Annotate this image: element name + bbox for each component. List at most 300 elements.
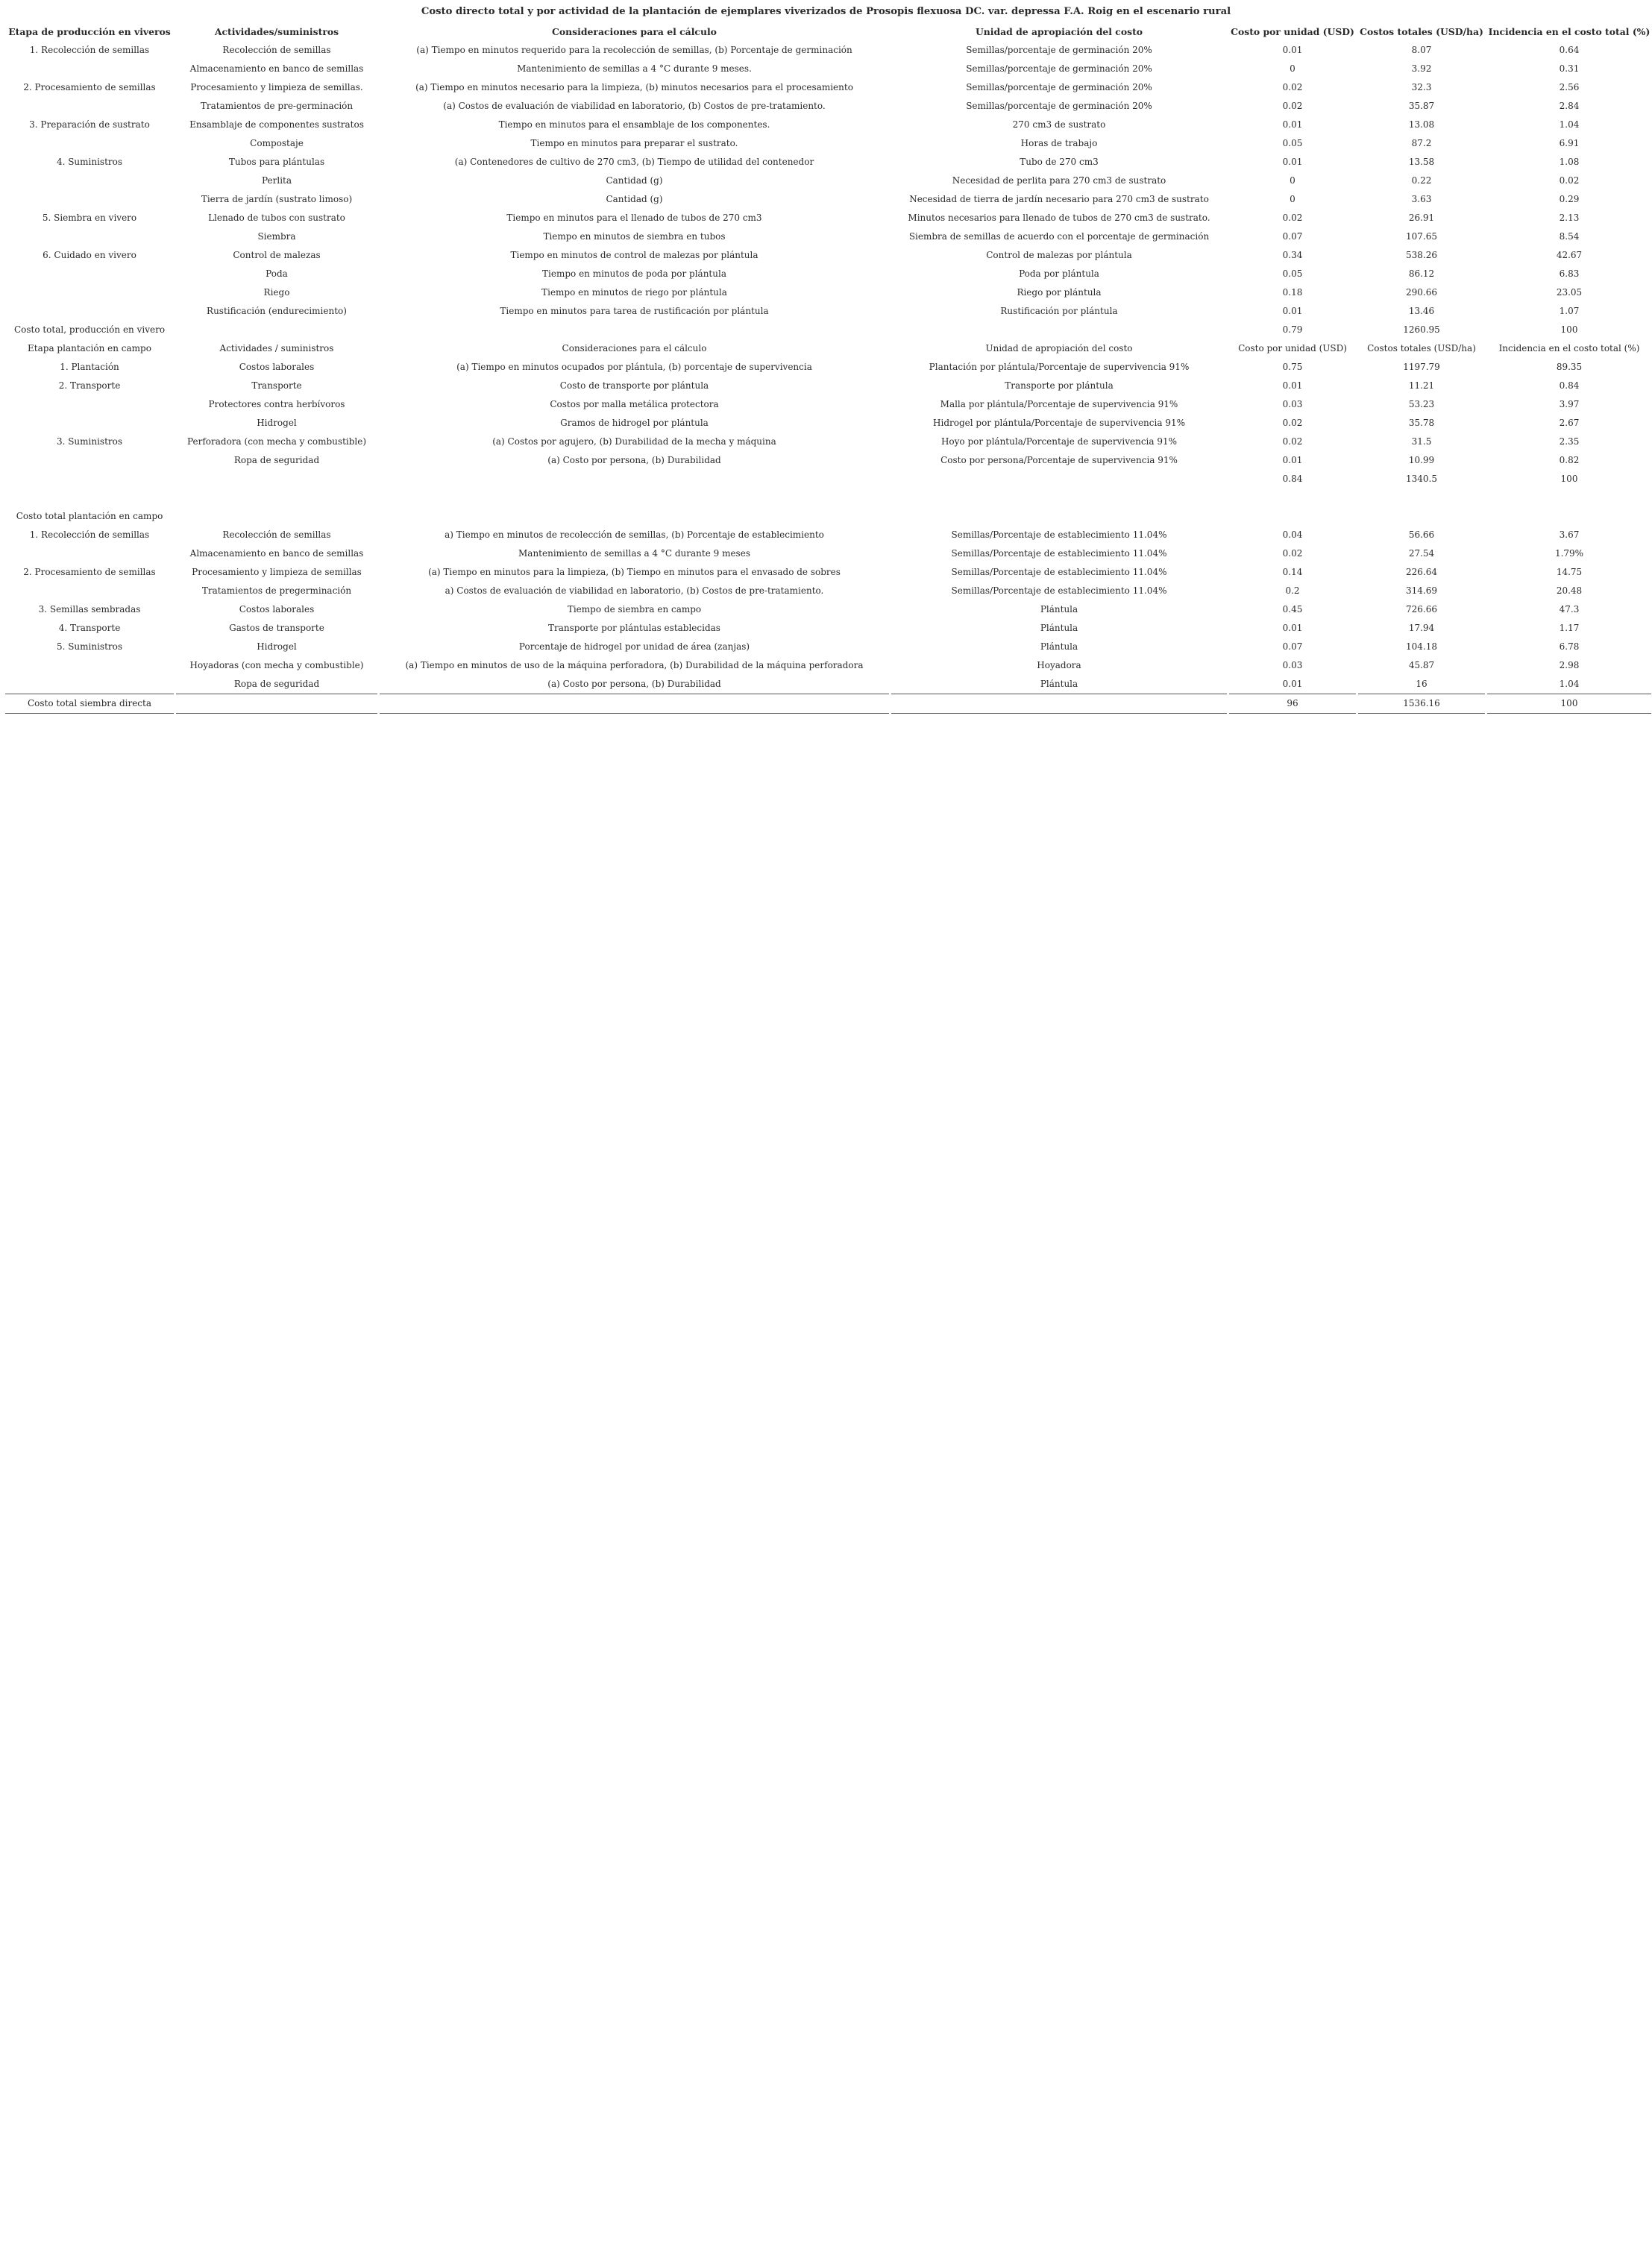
table-cell: 538.26 xyxy=(1406,250,1437,260)
table-cell: 1.08 xyxy=(1559,157,1580,167)
table-cell: 87.2 xyxy=(1411,138,1432,148)
table-cell: 1. Recolección de semillas xyxy=(29,529,150,540)
table-cell: Recolección de semillas xyxy=(222,45,331,55)
table-cell: 4. Suministros xyxy=(56,157,123,167)
table-cell: 226.64 xyxy=(1406,567,1437,577)
table-cell xyxy=(891,470,1227,488)
table-cell: 0.07 xyxy=(1282,641,1303,652)
table-cell: Control de malezas xyxy=(233,250,321,260)
table-cell xyxy=(891,488,1227,507)
table-cell: (a) Costos de evaluación de viabilidad en laboratorio, (b) Costos de pre-tratamiento. xyxy=(443,101,826,111)
table-cell: Costos totales (USD/ha) xyxy=(1367,343,1476,353)
table-cell: 107.65 xyxy=(1406,231,1437,242)
table-cell xyxy=(891,694,1227,714)
table-cell: Incidencia en el costo total (%) xyxy=(1498,343,1640,353)
table-row xyxy=(5,488,1651,507)
table-row xyxy=(5,190,1651,209)
table-row xyxy=(5,339,1651,358)
table-cell: 6.83 xyxy=(1559,268,1580,279)
table-cell: 32.3 xyxy=(1411,82,1432,92)
table-cell: 35.87 xyxy=(1408,101,1435,111)
table-cell: Consideraciones para el cálculo xyxy=(562,343,707,353)
table-cell: a) Costos de evaluación de viabilidad en laboratorio, (b) Costos de pre-tratamiento. xyxy=(445,585,824,596)
table-cell: 1. Plantación xyxy=(60,362,119,372)
table-row xyxy=(5,134,1651,153)
table-cell: 3. Preparación de sustrato xyxy=(29,119,150,130)
table-cell: 3. Suministros xyxy=(56,436,123,447)
table-row xyxy=(5,265,1651,283)
table-cell: 56.66 xyxy=(1408,529,1435,540)
table-cell xyxy=(1358,488,1485,507)
table-cell: 100 xyxy=(1560,474,1578,484)
table-row xyxy=(5,619,1651,638)
table-cell: Transporte por plántula xyxy=(1005,380,1114,391)
table-cell: 2.98 xyxy=(1559,660,1580,670)
table-cell: 0.01 xyxy=(1282,306,1303,316)
table-row xyxy=(5,600,1651,619)
table-cell xyxy=(380,507,889,526)
table-cell: Tierra de jardín (sustrato limoso) xyxy=(201,194,353,204)
table-cell xyxy=(5,190,174,209)
header-cell: Consideraciones para el cálculo xyxy=(552,26,717,37)
table-cell: Semillas/porcentaje de germinación 20% xyxy=(966,45,1152,55)
table-cell: 104.18 xyxy=(1406,641,1437,652)
table-cell: 4. Transporte xyxy=(58,623,121,633)
table-header xyxy=(5,22,1651,41)
table-row xyxy=(5,78,1651,97)
table-cell xyxy=(176,694,377,714)
table-cell: 100 xyxy=(1487,694,1651,714)
table-cell xyxy=(5,488,174,507)
table-cell: 0.01 xyxy=(1282,157,1303,167)
table-cell: Gastos de transporte xyxy=(229,623,324,633)
table-row xyxy=(5,414,1651,433)
table-cell xyxy=(5,134,174,153)
table-cell: 42.67 xyxy=(1556,250,1583,260)
table-cell xyxy=(5,544,174,563)
table-cell: 20.48 xyxy=(1556,585,1583,596)
table-cell: Tiempo en minutos para tarea de rustificación por plántula xyxy=(500,306,769,316)
table-cell xyxy=(176,507,377,526)
table-cell: Plántula xyxy=(1040,604,1078,615)
header-cell: Actividades/suministros xyxy=(214,26,339,37)
table-cell: Tubo de 270 cm3 xyxy=(1020,157,1099,167)
table-cell: 270 cm3 de sustrato xyxy=(1012,119,1106,130)
table-cell: Perforadora (con mecha y combustible) xyxy=(186,436,367,447)
table-cell: Plantación por plántula/Porcentaje de supervivencia 91% xyxy=(929,362,1190,372)
table-row xyxy=(5,656,1651,675)
table-cell xyxy=(5,97,174,116)
table-row xyxy=(5,302,1651,321)
table-cell: 2.56 xyxy=(1559,82,1580,92)
table-cell: 2. Procesamiento de semillas xyxy=(23,82,156,92)
table-row xyxy=(5,209,1651,227)
table-cell: Minutos necesarios para llenado de tubos de 270 cm3 de sustrato. xyxy=(908,213,1210,223)
table-cell: 0.01 xyxy=(1282,119,1303,130)
table-cell: Tratamientos de pregerminación xyxy=(201,585,352,596)
table-cell: Poda por plántula xyxy=(1019,268,1099,279)
table-cell: 0.18 xyxy=(1282,287,1303,298)
table-cell: Costo por unidad (USD) xyxy=(1238,343,1347,353)
table-cell: (a) Contenedores de cultivo de 270 cm3, (b) Tiempo de utilidad del contenedor xyxy=(454,157,814,167)
table-cell: (a) Costo por persona, (b) Durabilidad xyxy=(547,455,721,465)
table-cell: 1.04 xyxy=(1559,119,1580,130)
table-cell: Hidrogel xyxy=(257,641,297,652)
table-cell: (a) Costos por agujero, (b) Durabilidad de la mecha y máquina xyxy=(492,436,776,447)
table-row xyxy=(5,675,1651,694)
table-cell: 35.78 xyxy=(1408,418,1435,428)
table-cell: (a) Tiempo en minutos ocupados por plántula, (b) porcentaje de supervivencia xyxy=(456,362,812,372)
table-cell xyxy=(5,302,174,321)
table-cell: Rustificación por plántula xyxy=(1000,306,1118,316)
table-cell: Tiempo en minutos para el llenado de tubos de 270 cm3 xyxy=(506,213,762,223)
table-cell: Plántula xyxy=(1040,679,1078,689)
table-cell: Ropa de seguridad xyxy=(233,455,320,465)
table-cell: 0.2 xyxy=(1285,585,1300,596)
table-cell: 1.04 xyxy=(1559,679,1580,689)
table-cell: Hidrogel xyxy=(257,418,297,428)
table-cell: Riego xyxy=(263,287,290,298)
table-row xyxy=(5,153,1651,172)
table-cell: 0.03 xyxy=(1282,399,1303,409)
table-cell: Transporte por plántulas establecidas xyxy=(548,623,720,633)
table-cell: Costo total siembra directa xyxy=(5,694,174,714)
table-cell: Costos laborales xyxy=(239,362,315,372)
table-cell: 13.58 xyxy=(1408,157,1435,167)
table-row xyxy=(5,582,1651,600)
table-cell: Semillas/porcentaje de germinación 20% xyxy=(966,82,1152,92)
table-cell: 1260.95 xyxy=(1403,324,1440,335)
table-cell: 13.08 xyxy=(1408,119,1435,130)
table-cell: 53.23 xyxy=(1408,399,1435,409)
table-cell: 314.69 xyxy=(1406,585,1437,596)
table-cell: 0.01 xyxy=(1282,623,1303,633)
table-cell xyxy=(380,470,889,488)
table-cell: Mantenimiento de semillas a 4 °C durante 9 meses. xyxy=(517,63,752,74)
table-cell xyxy=(1229,488,1356,507)
table-cell: 1.07 xyxy=(1559,306,1580,316)
table-cell: Tiempo en minutos de siembra en tubos xyxy=(543,231,726,242)
table-cell: 8.54 xyxy=(1559,231,1580,242)
table-cell xyxy=(176,488,377,507)
table-cell: 0.84 xyxy=(1559,380,1580,391)
table-cell: Actividades / suministros xyxy=(219,343,334,353)
table-cell: 0 xyxy=(1290,175,1295,186)
table-cell: Horas de trabajo xyxy=(1020,138,1098,148)
table-cell: Costo de transporte por plántula xyxy=(559,380,709,391)
table-cell: 0.05 xyxy=(1282,268,1303,279)
table-cell: 0.14 xyxy=(1282,567,1303,577)
table-cell: Cantidad (g) xyxy=(606,175,663,186)
table-cell: (a) Costo por persona, (b) Durabilidad xyxy=(547,679,721,689)
table-row xyxy=(5,321,1651,339)
table-cell: 290.66 xyxy=(1406,287,1437,298)
table-cell: Tiempo en minutos para preparar el sustrato. xyxy=(530,138,738,148)
table-cell: 3.97 xyxy=(1559,399,1580,409)
header-cell: Costos totales (USD/ha) xyxy=(1360,26,1483,37)
table-cell: Compostaje xyxy=(250,138,304,148)
table-row xyxy=(5,377,1651,395)
table-row xyxy=(5,60,1651,78)
table-cell xyxy=(176,470,377,488)
table-cell: Rustificación (endurecimiento) xyxy=(207,306,347,316)
table-cell: Semillas/porcentaje de germinación 20% xyxy=(966,101,1152,111)
table-cell: Ensamblaje de componentes sustratos xyxy=(189,119,364,130)
table-cell: Costo total, producción en vivero xyxy=(13,324,166,335)
table-row xyxy=(5,451,1651,470)
table-cell: 3.67 xyxy=(1559,529,1580,540)
table-cell xyxy=(5,395,174,414)
table-cell: 0.02 xyxy=(1282,548,1303,559)
table-cell: 45.87 xyxy=(1408,660,1435,670)
table-row xyxy=(5,116,1651,134)
table-cell: Procesamiento y limpieza de semillas. xyxy=(190,82,363,92)
table-cell: Tiempo en minutos para el ensamblaje de los componentes. xyxy=(498,119,770,130)
table-cell xyxy=(380,488,889,507)
table-body xyxy=(5,41,1651,714)
table-cell: 6.91 xyxy=(1559,138,1580,148)
table-cell: Almacenamiento en banco de semillas xyxy=(189,548,364,559)
table-cell: 0.64 xyxy=(1559,45,1580,55)
table-cell: 0.31 xyxy=(1559,63,1580,74)
table-cell: Porcentaje de hidrogel por unidad de área (zanjas) xyxy=(518,641,750,652)
table-cell xyxy=(1358,507,1485,526)
table-cell: 1.17 xyxy=(1559,623,1580,633)
table-row xyxy=(5,358,1651,377)
table-cell: 2.67 xyxy=(1559,418,1580,428)
header-row xyxy=(5,22,1651,41)
table-cell: 0.29 xyxy=(1559,194,1580,204)
table-row xyxy=(5,507,1651,526)
table-cell: Malla por plántula/Porcentaje de supervivencia 91% xyxy=(940,399,1178,409)
table-cell xyxy=(891,507,1227,526)
table-cell: Siembra de semillas de acuerdo con el porcentaje de germinación xyxy=(908,231,1210,242)
table-cell: Necesidad de tierra de jardín necesario para 270 cm3 de sustrato xyxy=(909,194,1209,204)
table-cell: Gramos de hidrogel por plántula xyxy=(560,418,709,428)
table-cell: 100 xyxy=(1560,324,1578,335)
table-cell: Control de malezas por plántula xyxy=(986,250,1132,260)
table-row xyxy=(5,638,1651,656)
header-cell: Etapa de producción en viveros xyxy=(8,26,171,37)
table-cell: Costos por malla metálica protectora xyxy=(550,399,719,409)
table-cell: 0 xyxy=(1290,194,1295,204)
table-cell: 86.12 xyxy=(1408,268,1435,279)
table-cell: 0.75 xyxy=(1282,362,1303,372)
table-cell: 2.13 xyxy=(1559,213,1580,223)
table-cell xyxy=(5,283,174,302)
table-cell: Hoyadoras (con mecha y combustible) xyxy=(189,660,364,670)
table-cell: 14.75 xyxy=(1556,567,1583,577)
table-cell: 0.02 xyxy=(1282,101,1303,111)
table-title: Costo directo total y por actividad de la plantación de ejemplares viverizados de Prosopis flexuosa DC. var. depressa F.A. Roig en el escenario rural xyxy=(421,6,1231,17)
table-cell: 47.3 xyxy=(1559,604,1580,615)
table-cell: 2. Procesamiento de semillas xyxy=(23,567,156,577)
table-cell: Plántula xyxy=(1040,623,1078,633)
table-cell: Tiempo en minutos de poda por plántula xyxy=(542,268,726,279)
table-cell: 3. Semillas sembradas xyxy=(38,604,141,615)
table-cell: (a) Tiempo en minutos requerido para la recolección de semillas, (b) Porcentaje de germinación xyxy=(416,45,852,55)
header-cell: Unidad de apropiación del costo xyxy=(975,26,1143,37)
table-cell xyxy=(5,414,174,433)
table-cell: 0.01 xyxy=(1282,380,1303,391)
table-row xyxy=(5,526,1651,544)
table-cell: (a) Tiempo en minutos necesario para la limpieza, (b) minutos necesarios para el procesamiento xyxy=(415,82,853,92)
table-cell: 0.84 xyxy=(1282,474,1303,484)
table-row xyxy=(5,433,1651,451)
table-cell: Costos laborales xyxy=(239,604,315,615)
table-cell xyxy=(5,451,174,470)
table-cell: Etapa plantación en campo xyxy=(28,343,151,353)
table-cell: Semillas/Porcentaje de establecimiento 11.04% xyxy=(951,548,1167,559)
table-cell: 726.66 xyxy=(1406,604,1437,615)
table-cell xyxy=(176,321,377,339)
table-cell: Protectores contra herbívoros xyxy=(208,399,345,409)
table-cell: 2.35 xyxy=(1559,436,1580,447)
table-cell: 1340.5 xyxy=(1406,474,1437,484)
table-cell: Almacenamiento en banco de semillas xyxy=(189,63,364,74)
table-cell: (a) Tiempo en minutos de uso de la máquina perforadora, (b) Durabilidad de la máquina perforadora xyxy=(405,660,864,670)
table-cell: 3.63 xyxy=(1411,194,1432,204)
table-cell: Ropa de seguridad xyxy=(233,679,320,689)
table-cell: 0.34 xyxy=(1282,250,1303,260)
table-cell: 31.5 xyxy=(1411,436,1432,447)
table-cell: 8.07 xyxy=(1411,45,1432,55)
table-cell: Tiempo de siembra en campo xyxy=(567,604,702,615)
table-cell: 0.02 xyxy=(1282,213,1303,223)
table-cell: Mantenimiento de semillas a 4 °C durante 9 meses xyxy=(518,548,750,559)
table-cell: Unidad de apropiación del costo xyxy=(985,343,1133,353)
table-cell: Tiempo en minutos de riego por plántula xyxy=(541,287,727,298)
table-row xyxy=(5,172,1651,190)
table-cell: 0.04 xyxy=(1282,529,1303,540)
table-cell: Procesamiento y limpieza de semillas xyxy=(192,567,362,577)
table-cell xyxy=(380,321,889,339)
table-cell: Semillas/porcentaje de germinación 20% xyxy=(966,63,1152,74)
table-cell: Tratamientos de pre-germinación xyxy=(200,101,354,111)
table-cell xyxy=(1229,507,1356,526)
table-cell xyxy=(5,470,174,488)
table-cell: 26.91 xyxy=(1408,213,1435,223)
table-cell: 0.05 xyxy=(1282,138,1303,148)
table-cell: 17.94 xyxy=(1408,623,1435,633)
table-cell xyxy=(5,582,174,600)
table-cell: 0.01 xyxy=(1282,455,1303,465)
table-cell: Semillas/Porcentaje de establecimiento 11.04% xyxy=(951,529,1167,540)
table-cell: Semillas/Porcentaje de establecimiento 11.04% xyxy=(951,567,1167,577)
table-cell: 0.01 xyxy=(1282,679,1303,689)
table-row xyxy=(5,470,1651,488)
table-cell: 0.07 xyxy=(1282,231,1303,242)
table-cell: 0.02 xyxy=(1282,418,1303,428)
table-row xyxy=(5,395,1651,414)
cost-table xyxy=(3,22,1652,714)
table-row xyxy=(5,563,1651,582)
table-cell: Perlita xyxy=(261,175,292,186)
table-cell: Transporte xyxy=(251,380,302,391)
table-cell: 0.01 xyxy=(1282,45,1303,55)
table-cell: 0.02 xyxy=(1559,175,1580,186)
table-cell: 11.21 xyxy=(1408,380,1435,391)
table-cell: a) Tiempo en minutos de recolección de semillas, (b) Porcentaje de establecimiento xyxy=(445,529,824,540)
table-cell: 6.78 xyxy=(1559,641,1580,652)
table-cell: 0.03 xyxy=(1282,660,1303,670)
table-cell: 2. Transporte xyxy=(58,380,121,391)
header-cell: Incidencia en el costo total (%) xyxy=(1488,26,1651,37)
table-cell: 96 xyxy=(1229,694,1356,714)
table-cell: Cantidad (g) xyxy=(606,194,663,204)
table-cell: Siembra xyxy=(257,231,296,242)
table-row xyxy=(5,246,1651,265)
header-cell: Costo por unidad (USD) xyxy=(1231,26,1354,37)
table-cell xyxy=(5,60,174,78)
table-cell: 0.79 xyxy=(1282,324,1303,335)
table-cell: Costo total plantación en campo xyxy=(16,511,163,521)
table-cell: 0.45 xyxy=(1282,604,1303,615)
table-cell: Poda xyxy=(266,268,288,279)
table-cell xyxy=(5,227,174,246)
table-cell: 0.22 xyxy=(1411,175,1432,186)
table-cell: Hoyadora xyxy=(1037,660,1081,670)
table-cell: 5. Siembra en vivero xyxy=(42,213,137,223)
table-cell: Semillas/Porcentaje de establecimiento 11.04% xyxy=(951,585,1167,596)
table-cell: 0.82 xyxy=(1559,455,1580,465)
table-cell: 1. Recolección de semillas xyxy=(29,45,150,55)
table-cell: 16 xyxy=(1416,679,1428,689)
table-cell: 1197.79 xyxy=(1403,362,1440,372)
table-cell xyxy=(5,172,174,190)
table-cell: 27.54 xyxy=(1408,548,1435,559)
table-cell: 5. Suministros xyxy=(56,641,123,652)
table-cell: Llenado de tubos con sustrato xyxy=(208,213,345,223)
table-cell: 2.84 xyxy=(1559,101,1580,111)
table-cell: Hidrogel por plántula/Porcentaje de supervivencia 91% xyxy=(933,418,1185,428)
table-row xyxy=(5,97,1651,116)
total-row xyxy=(5,694,1651,714)
table-cell: 1.79% xyxy=(1554,548,1584,559)
table-cell: 23.05 xyxy=(1556,287,1583,298)
table-row xyxy=(5,227,1651,246)
table-cell xyxy=(380,694,889,714)
table-cell: 10.99 xyxy=(1408,455,1435,465)
table-cell: 0.02 xyxy=(1282,436,1303,447)
table-cell: (a) Tiempo en minutos para la limpieza, (b) Tiempo en minutos para el envasado de sobres xyxy=(428,567,841,577)
table-cell: 13.46 xyxy=(1408,306,1435,316)
table-cell: Tubos para plántulas xyxy=(228,157,325,167)
table-cell: 0 xyxy=(1290,63,1295,74)
table-cell: 89.35 xyxy=(1556,362,1583,372)
table-row xyxy=(5,283,1651,302)
table-row xyxy=(5,544,1651,563)
table-cell xyxy=(1487,507,1651,526)
table-cell: Plántula xyxy=(1040,641,1078,652)
table-cell: Riego por plántula xyxy=(1017,287,1102,298)
table-cell: Hoyo por plántula/Porcentaje de supervivencia 91% xyxy=(940,436,1178,447)
table-cell: Recolección de semillas xyxy=(222,529,331,540)
table-cell: 6. Cuidado en vivero xyxy=(43,250,136,260)
table-cell xyxy=(891,321,1227,339)
table-cell: Tiempo en minutos de control de malezas por plántula xyxy=(510,250,759,260)
table-cell: 3.92 xyxy=(1411,63,1432,74)
table-cell: 1536.16 xyxy=(1358,694,1485,714)
table-cell xyxy=(5,675,174,694)
table-cell xyxy=(5,656,174,675)
table-cell xyxy=(1487,488,1651,507)
table-cell: 0.02 xyxy=(1282,82,1303,92)
table-cell: Necesidad de perlita para 270 cm3 de sustrato xyxy=(952,175,1166,186)
table-cell xyxy=(5,265,174,283)
table-cell: Costo por persona/Porcentaje de supervivencia 91% xyxy=(940,455,1178,465)
table-row xyxy=(5,41,1651,60)
